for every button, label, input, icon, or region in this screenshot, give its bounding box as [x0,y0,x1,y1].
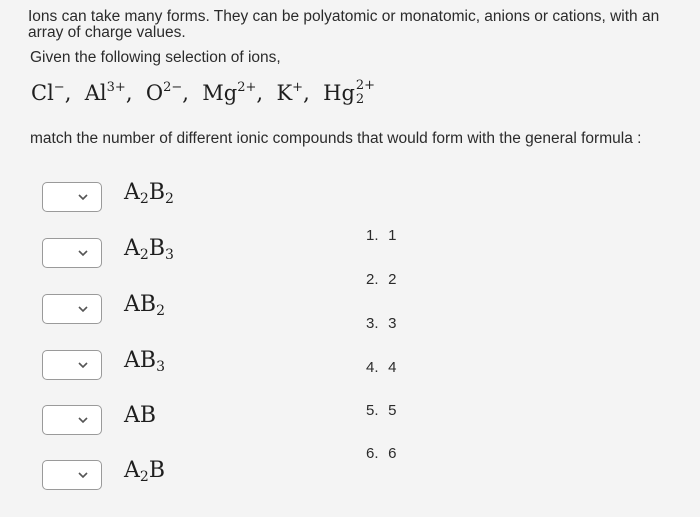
answer-dropdown[interactable] [42,238,102,268]
question-intro: Ions can take many forms. They can be polyatomic or monatomic, anions or cations, with an array of charge values. [28,8,660,41]
formula-part: AB [124,348,157,373]
ion-separator: , [256,81,264,105]
ion-oxide [146,81,182,105]
chevron-down-icon [77,416,89,424]
option-number: 1. [366,227,379,244]
formula-subscript: 2 [139,469,149,485]
ion-charge: 3+ [106,80,126,95]
formula-label [124,458,165,483]
ion-scripts [355,77,376,107]
ion-charge: 2+ [237,80,257,95]
answer-dropdown[interactable] [42,182,102,212]
formula-part: B [148,180,165,205]
formula-part: B [148,236,165,261]
formula-part: A [124,458,140,483]
ion-symbol: Cl [31,81,54,105]
ion-separator: , [303,81,310,105]
formula-subscript: 3 [156,359,165,375]
formula-part: B [148,458,165,483]
ion-symbol: Al [84,81,107,105]
ion-symbol: O [145,81,164,105]
ion-aluminum [85,81,126,105]
instruction-text: match the number of different ionic compounds that would form with the general formula : [30,130,642,147]
option-value: 1 [388,227,397,244]
formula-label [124,236,174,261]
option-number: 3. [366,315,379,332]
ion-magnesium [202,81,256,105]
option-number: 4. [366,359,379,376]
ion-separator: , [64,81,72,105]
ion-charge: − [53,80,65,95]
option-number: 2. [366,271,379,288]
given-text: Given the following selection of ions, [30,49,281,66]
ion-chloride [31,81,65,105]
option-value: 6 [388,445,397,462]
ion-subscript: 2 [355,91,365,107]
ion-symbol: K [276,81,293,105]
option-item [366,315,397,332]
answer-dropdown[interactable] [42,405,102,435]
ion-list [31,77,376,107]
option-number: 5. [366,402,379,419]
chevron-down-icon [77,471,89,479]
formula-part: AB [124,403,157,428]
option-item [366,445,397,462]
formula-subscript: 2 [156,303,165,319]
formula-label [124,403,156,428]
formula-part: A [124,180,140,205]
formula-subscript: 2 [164,191,174,207]
chevron-down-icon [77,361,89,369]
formula-part: A [124,236,140,261]
formula-label [124,292,165,317]
ion-separator: , [125,81,133,105]
ion-charge: 2+ [355,77,376,93]
chevron-down-icon [77,193,89,201]
option-item [366,359,397,376]
option-value: 4 [388,359,397,376]
formula-part: AB [124,292,157,317]
formula-subscript: 2 [139,191,149,207]
formula-subscript: 2 [139,247,149,263]
option-value: 5 [388,402,397,419]
ion-charge: 2− [163,80,183,95]
option-item [366,227,397,244]
option-item [366,271,397,288]
ion-symbol: Mg [202,81,238,105]
answer-dropdown[interactable] [42,460,102,490]
answer-dropdown[interactable] [42,350,102,380]
option-value: 2 [388,271,397,288]
option-value: 3 [388,315,397,332]
ion-potassium [276,81,303,105]
formula-label [124,180,174,205]
option-number: 6. [366,445,379,462]
answer-dropdown[interactable] [42,294,102,324]
ion-charge: + [292,80,304,95]
ion-mercury [323,77,376,107]
formula-subscript: 3 [164,247,174,263]
option-item [366,402,397,419]
chevron-down-icon [77,305,89,313]
ion-symbol: Hg [323,81,355,105]
ion-separator: , [182,81,189,105]
formula-label [124,348,165,373]
chevron-down-icon [77,249,89,257]
